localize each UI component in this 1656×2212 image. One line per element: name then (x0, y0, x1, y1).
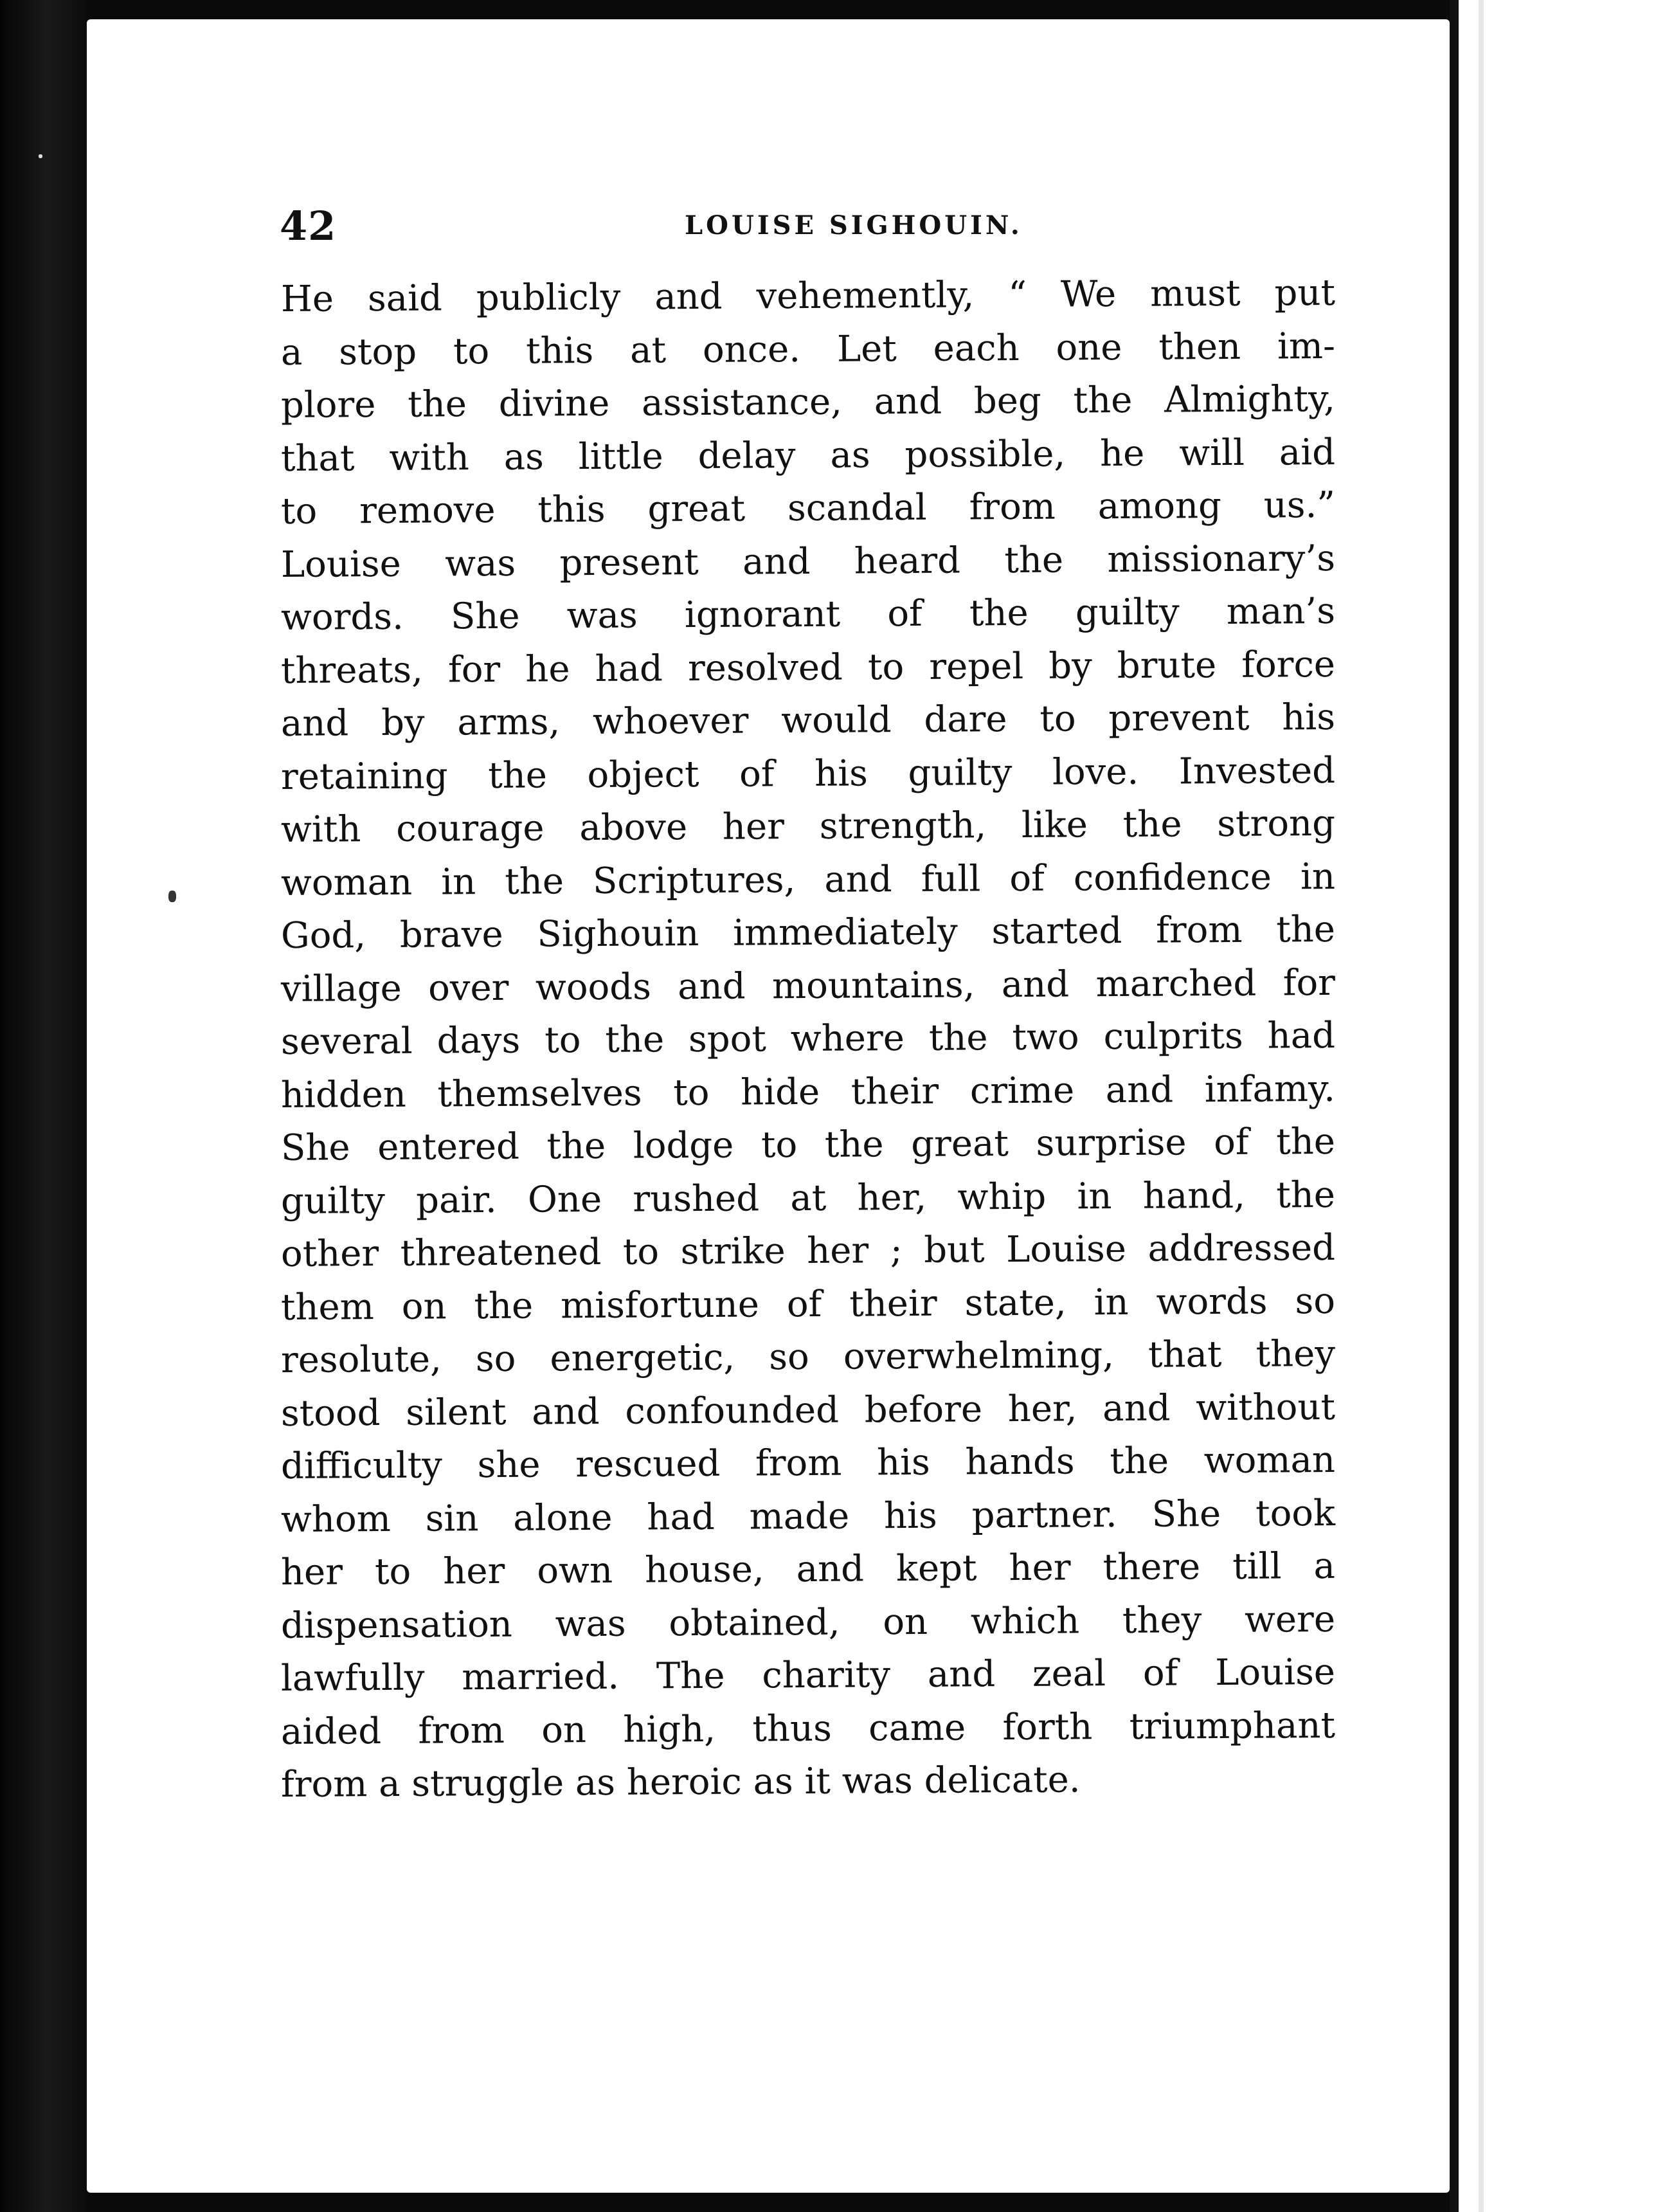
text-line: guilty pair. One rushed at her, whip in hand, the (280, 1174, 1336, 1222)
text-line: God, brave Sighouin immediately started from the (280, 908, 1336, 957)
text-line: She entered the lodge to the great surprise of the (280, 1120, 1336, 1169)
text-line: aided from on high, thus came forth triumphant (280, 1704, 1336, 1753)
text-line: words. She was ignorant of the guilty man’s (280, 590, 1336, 639)
running-head: LOUISE SIGHOUIN. (685, 210, 1023, 240)
text-line: hidden themselves to hide their crime and infamy. (280, 1067, 1336, 1116)
text-line: and by arms, whoever would dare to prevent his (280, 696, 1336, 745)
page-sheet (87, 19, 1450, 2193)
text-line: several days to the spot where the two culprits had (280, 1014, 1336, 1063)
text-line: from a struggle as heroic as it was delicate. (280, 1759, 1081, 1806)
text-line: that with as little delay as possible, he will aid (280, 431, 1336, 480)
text-line: woman in the Scriptures, and full of confidence in (280, 855, 1336, 904)
text-line: village over woods and mountains, and marched for (280, 961, 1336, 1010)
text-line: plore the divine assistance, and beg the Almighty, (280, 377, 1336, 426)
body-text (281, 273, 1335, 1812)
text-line: difficulty she rescued from his hands the woman (280, 1438, 1336, 1487)
text-line: Louise was present and heard the missionary’s (280, 537, 1336, 586)
text-line: to remove this great scandal from among us.” (280, 484, 1336, 532)
text-line: with courage above her strength, like the strong (280, 802, 1336, 851)
book-spine-edge (0, 0, 87, 2212)
text-line: resolute, so energetic, so overwhelming, that they (280, 1332, 1336, 1381)
paper-speck (168, 891, 176, 902)
page-header (280, 203, 1334, 260)
text-line: a stop to this at once. Let each one then im- (280, 325, 1336, 374)
text-line: dispensation was obtained, on which they were (280, 1598, 1336, 1647)
text-line: He said publicly and vehemently, “ We must put (280, 271, 1336, 320)
text-line: other threatened to strike her ; but Louise addressed (280, 1226, 1336, 1275)
page-number: 42 (280, 203, 337, 249)
paper-speck (39, 154, 42, 158)
text-line: stood silent and confounded before her, and without (280, 1386, 1336, 1435)
text-line: lawfully married. The charity and zeal of Louise (280, 1651, 1336, 1700)
page-gutter-shadow (1479, 0, 1484, 2212)
text-line: them on the misfortune of their state, in words so (280, 1280, 1336, 1328)
text-line: threats, for he had resolved to repel by brute force (280, 643, 1336, 692)
text-line: her to her own house, and kept her there till a (280, 1545, 1336, 1593)
text-line: whom sin alone had made his partner. She took (280, 1492, 1336, 1541)
text-line: retaining the object of his guilty love. Invested (280, 749, 1336, 798)
